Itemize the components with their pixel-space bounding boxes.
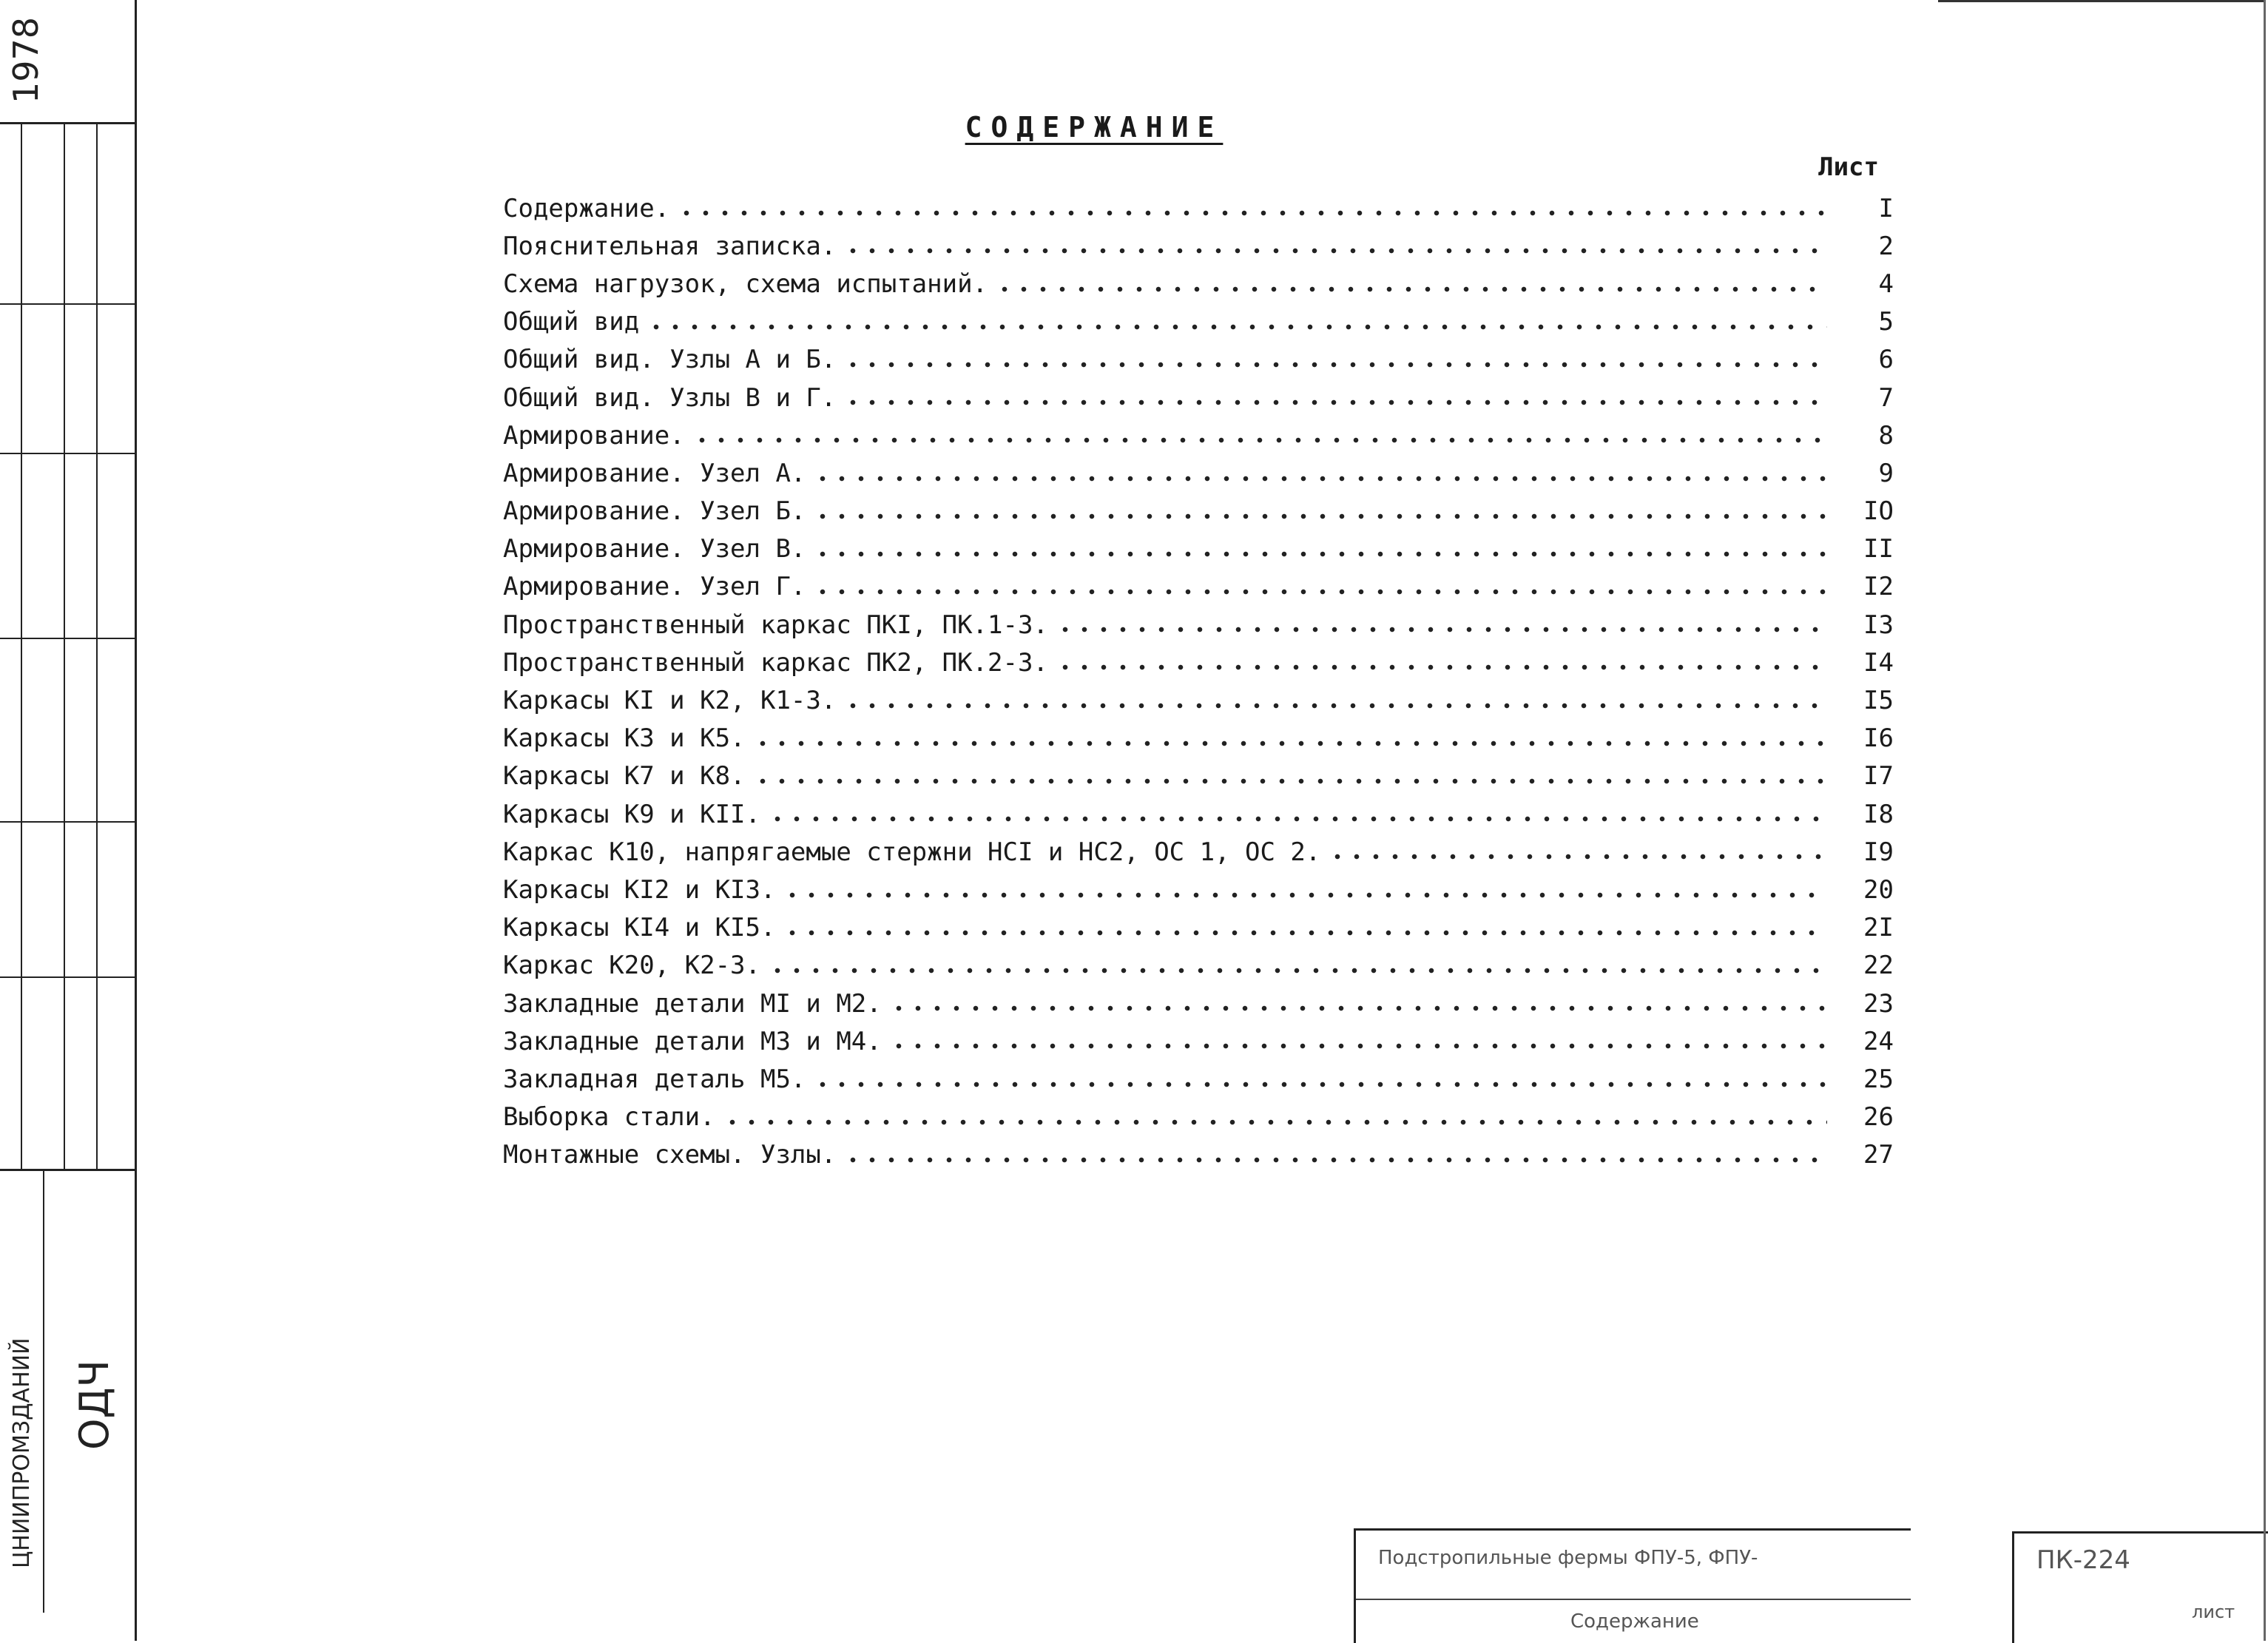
toc-row [503, 833, 1894, 871]
toc-entry-title: Каркасы КI4 и КI5. [503, 913, 780, 942]
toc-leader-dots [813, 588, 1827, 596]
toc-entry-title: Каркас К10, напрягаемые стержни НСI и НС2, ОС 1, ОС 2. [503, 837, 1325, 867]
toc-leader-dots [889, 1005, 1827, 1012]
toc-row [503, 947, 1894, 985]
toc-leader-dots [677, 209, 1827, 217]
toc-entry-page: 6 [1878, 345, 1894, 375]
toc-leader-dots [753, 777, 1827, 785]
series-code-block [2012, 1531, 2268, 1643]
toc-entry-page: I5 [1863, 686, 1894, 716]
toc-row [503, 606, 1894, 644]
toc-leader-dots [813, 513, 1827, 520]
toc-entry-page: 5 [1878, 307, 1894, 337]
title-block-description: Подстропильные фермы ФПУ-5, ФПУ- [1378, 1547, 1758, 1569]
stamp-org: ЦНИИПРОМЗДАНИЙ [9, 1337, 35, 1568]
toc-entry-title: Армирование. Узел Б. [503, 496, 810, 526]
toc-entry-title: Пояснительная записка. [503, 232, 840, 261]
toc-entry-title: Каркасы КI и К2, К1-3. [503, 686, 840, 715]
toc-entry-title: Армирование. Узел А. [503, 459, 810, 488]
toc-row [503, 568, 1894, 606]
table-of-contents [503, 189, 1894, 1174]
toc-entry-page: 25 [1863, 1064, 1894, 1094]
toc-leader-dots [753, 740, 1827, 747]
toc-entry-page: 8 [1878, 420, 1894, 451]
stamp-strip [0, 0, 137, 1641]
toc-leader-dots [692, 436, 1827, 444]
toc-entry-page: 27 [1863, 1140, 1894, 1170]
toc-entry-title: Каркасы К9 и КII. [503, 800, 765, 829]
page-edge-top [1938, 0, 2264, 2]
toc-leader-dots [783, 891, 1827, 899]
stamp-year: 1978 [6, 16, 46, 104]
toc-leader-dots [843, 361, 1827, 368]
toc-entry-page: 26 [1863, 1102, 1894, 1133]
toc-leader-dots [843, 702, 1827, 709]
toc-entry-title: Закладная деталь М5. [503, 1065, 810, 1094]
toc-entry-page: I [1878, 193, 1894, 223]
title-block-divider [1356, 1599, 1911, 1600]
toc-row [503, 416, 1894, 454]
toc-leader-dots [813, 550, 1827, 558]
series-code: ПК-224 [2036, 1545, 2130, 1575]
toc-entry-title: Каркасы К3 и К5. [503, 723, 750, 753]
toc-entry-title: Армирование. [503, 421, 689, 451]
stamp-divider [0, 1169, 135, 1171]
toc-entry-page: 9 [1878, 458, 1894, 488]
toc-row [503, 871, 1894, 908]
toc-leader-dots [1056, 626, 1827, 633]
toc-entry-page: 22 [1863, 951, 1894, 981]
toc-row [503, 1099, 1894, 1136]
toc-entry-title: Общий вид. Узлы А и Б. [503, 345, 840, 374]
toc-entry-page: 20 [1863, 874, 1894, 905]
toc-entry-page: 4 [1878, 269, 1894, 299]
toc-entry-page: IO [1863, 496, 1894, 527]
toc-leader-dots [813, 1081, 1827, 1088]
toc-row [503, 644, 1894, 681]
toc-row [503, 909, 1894, 947]
title-block-sheet-name: Содержание [1570, 1610, 1699, 1633]
sheet-column-header: Лист [1818, 152, 1879, 182]
toc-entry-title: Закладные детали МI и М2. [503, 989, 886, 1019]
sheet-label: лист [2192, 1602, 2235, 1622]
toc-leader-dots [843, 1156, 1827, 1164]
toc-entry-title: Армирование. Узел Г. [503, 572, 810, 601]
toc-row [503, 303, 1894, 341]
toc-leader-dots [843, 399, 1827, 406]
toc-row [503, 227, 1894, 265]
toc-row [503, 795, 1894, 833]
toc-leader-dots [1056, 664, 1827, 671]
toc-row [503, 530, 1894, 568]
stamp-col-line [43, 1169, 44, 1613]
toc-leader-dots [889, 1042, 1827, 1050]
stamp-col-line [21, 122, 22, 1169]
toc-leader-dots [723, 1119, 1827, 1126]
toc-entry-page: I8 [1863, 799, 1894, 829]
toc-entry-page: 2I [1863, 913, 1894, 943]
toc-leader-dots [768, 815, 1827, 823]
toc-row [503, 379, 1894, 416]
toc-entry-page: 7 [1878, 382, 1894, 413]
toc-row [503, 681, 1894, 719]
toc-entry-page: II [1863, 534, 1894, 564]
toc-row [503, 454, 1894, 492]
toc-entry-title: Монтажные схемы. Узлы. [503, 1140, 840, 1170]
toc-entry-title: Закладные детали М3 и М4. [503, 1027, 886, 1056]
toc-leader-dots [647, 323, 1827, 331]
toc-row [503, 1022, 1894, 1060]
toc-entry-page: I9 [1863, 837, 1894, 867]
toc-entry-page: I3 [1863, 610, 1894, 640]
toc-entry-page: I6 [1863, 723, 1894, 754]
stamp-code: ОДЧ [71, 1360, 118, 1450]
stamp-col-line [96, 122, 98, 1169]
toc-row [503, 758, 1894, 795]
toc-row [503, 1060, 1894, 1098]
toc-entry-title: Пространственный каркас ПК2, ПК.2-3. [503, 648, 1053, 678]
toc-entry-title: Содержание. [503, 194, 674, 223]
toc-leader-dots [1328, 853, 1827, 860]
toc-row [503, 189, 1894, 227]
toc-entry-page: 23 [1863, 988, 1894, 1019]
toc-entry-title: Выборка стали. [503, 1102, 720, 1132]
toc-entry-page: I7 [1863, 761, 1894, 792]
toc-leader-dots [783, 929, 1827, 937]
toc-entry-title: Общий вид [503, 307, 644, 337]
toc-entry-title: Общий вид. Узлы В и Г. [503, 383, 840, 413]
page-edge-right [2264, 0, 2266, 1641]
toc-entry-title: Армирование. Узел В. [503, 534, 810, 564]
toc-leader-dots [995, 286, 1827, 293]
toc-entry-title: Схема нагрузок, схема испытаний. [503, 269, 992, 299]
toc-entry-title: Каркас К20, К2-3. [503, 951, 765, 980]
toc-entry-page: 24 [1863, 1026, 1894, 1056]
page-title: СОДЕРЖАНИЕ [965, 111, 1224, 144]
stamp-col-line [64, 122, 65, 1169]
toc-row [503, 720, 1894, 758]
title-block [1354, 1528, 1911, 1643]
toc-row [503, 341, 1894, 379]
toc-leader-dots [843, 247, 1827, 254]
toc-row [503, 985, 1894, 1022]
toc-entry-page: 2 [1878, 231, 1894, 261]
toc-row [503, 493, 1894, 530]
toc-entry-title: Каркасы К7 и К8. [503, 761, 750, 791]
toc-row [503, 265, 1894, 303]
toc-row [503, 1136, 1894, 1174]
toc-entry-page: I2 [1863, 572, 1894, 602]
toc-entry-page: I4 [1863, 647, 1894, 678]
toc-entry-title: Каркасы КI2 и КI3. [503, 875, 780, 905]
toc-leader-dots [768, 967, 1827, 974]
toc-leader-dots [813, 475, 1827, 482]
toc-entry-title: Пространственный каркас ПКI, ПК.1-3. [503, 610, 1053, 640]
